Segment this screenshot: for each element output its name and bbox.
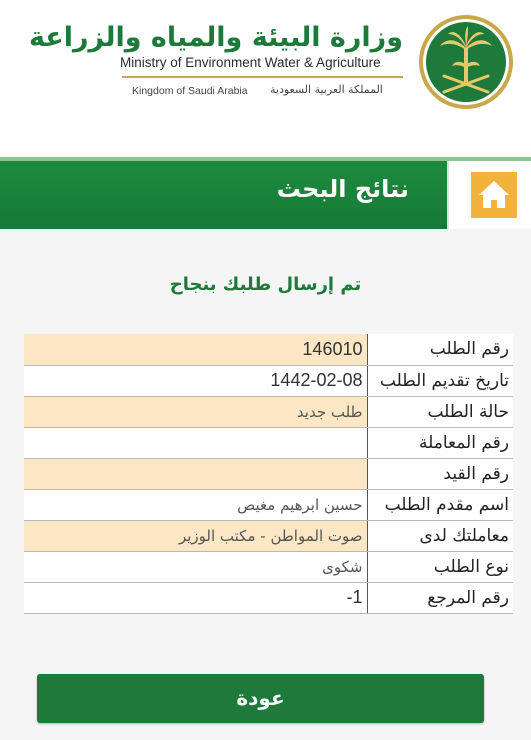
table-row-transaction-number (24, 427, 513, 458)
ministry-name-english: Ministry of Environment Water & Agriculture (120, 55, 381, 70)
home-button[interactable] (471, 172, 517, 218)
table-row-request-type (24, 551, 513, 582)
row-value: صوت المواطن - مكتب الوزير (24, 520, 367, 551)
row-value (24, 458, 367, 489)
row-label: رقم المعاملة (367, 427, 513, 458)
site-header (0, 0, 531, 130)
table-row-applicant-name (24, 489, 513, 520)
header-divider (122, 76, 403, 78)
table-row-request-number (24, 334, 513, 365)
row-value: 1442-02-08 (24, 365, 367, 396)
table-row-handled-by (24, 520, 513, 551)
kingdom-name-arabic: المملكة العربية السعودية (270, 83, 383, 96)
home-box (447, 161, 531, 229)
back-button[interactable]: عودة (37, 674, 484, 723)
title-bar (0, 157, 531, 229)
row-label: حالة الطلب (367, 396, 513, 427)
results-panel (0, 229, 531, 740)
row-label: رقم القيد (367, 458, 513, 489)
ministry-name-arabic: وزارة البيئة والمياه والزراعة (28, 22, 403, 53)
table-row-request-status (24, 396, 513, 427)
row-value: 1- (24, 582, 367, 613)
row-value: 146010 (24, 334, 367, 365)
success-message: تم إرسال طلبك بنجاح (169, 274, 362, 295)
table-row-reference-number (24, 582, 513, 613)
row-value: شكوى (24, 551, 367, 582)
home-icon (471, 172, 517, 218)
row-label: تاريخ تقديم الطلب (367, 365, 513, 396)
table-row-record-number (24, 458, 513, 489)
row-value (24, 427, 367, 458)
row-label: اسم مقدم الطلب (367, 489, 513, 520)
palm-swords-emblem-icon (418, 14, 514, 110)
kingdom-name-english: Kingdom of Saudi Arabia (132, 85, 248, 97)
row-value: طلب جديد (24, 396, 367, 427)
row-label: نوع الطلب (367, 551, 513, 582)
table-row-submission-date (24, 365, 513, 396)
row-label: معاملتك لدى (367, 520, 513, 551)
row-value: حسين ابرهيم مغيص (24, 489, 367, 520)
results-table (24, 334, 513, 614)
row-label: رقم المرجع (367, 582, 513, 613)
page-title: نتائج البحث (276, 175, 409, 203)
row-label: رقم الطلب (367, 334, 513, 365)
